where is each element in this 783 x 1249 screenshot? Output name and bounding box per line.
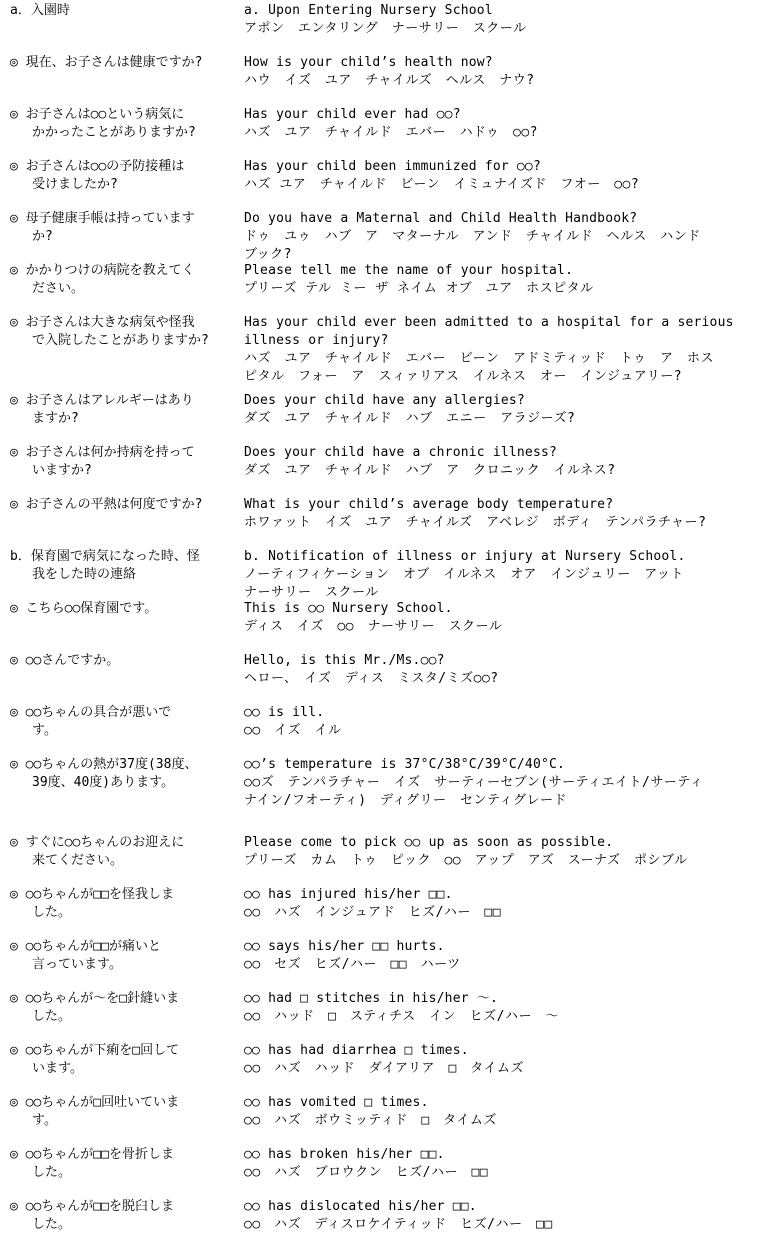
japanese-line: す。 <box>32 723 57 738</box>
japanese-phrase <box>10 1198 242 1234</box>
japanese-phrase <box>10 652 242 670</box>
japanese-phrase <box>10 262 242 298</box>
english-phrase <box>244 652 780 688</box>
english-phrase <box>244 834 780 870</box>
english-phrase <box>244 704 780 740</box>
english-line: ○○ had □ stitches in his/her ～. <box>244 991 498 1006</box>
katakana-reading: ○○ ハズ ハッド ダイアリア □ タイムズ <box>244 1061 525 1076</box>
japanese-line: ◎ ○○さんですか。 <box>10 653 120 668</box>
english-phrase <box>244 106 780 142</box>
japanese-line: 我をした時の連絡 <box>32 567 137 582</box>
katakana-reading: ダズ ユア チャイルド ハブ エニー アラジーズ? <box>244 411 576 426</box>
katakana-reading: ○○ ハズ ディスロケイティッド ヒズ/ハー □□ <box>244 1217 553 1232</box>
japanese-phrase <box>10 834 242 870</box>
katakana-reading: ブック? <box>244 247 292 262</box>
japanese-phrase <box>10 990 242 1026</box>
english-line: a. Upon Entering Nursery School <box>244 3 493 18</box>
japanese-line: ◎ ○○ちゃんが下痢を□回して <box>10 1043 180 1058</box>
japanese-line: した。 <box>32 1009 72 1024</box>
english-phrase <box>244 158 780 194</box>
katakana-reading: ディス イズ ○○ ナーサリー スクール <box>244 619 503 634</box>
japanese-phrase <box>10 938 242 974</box>
japanese-line: した。 <box>32 1217 72 1232</box>
katakana-reading: プリーズ カム トゥ ピック ○○ アップ アズ スーナズ ポシブル <box>244 853 688 868</box>
japanese-line: した。 <box>32 1165 72 1180</box>
japanese-line: いますか? <box>32 463 92 478</box>
japanese-phrase <box>10 392 242 428</box>
english-phrase <box>244 2 780 38</box>
japanese-phrase <box>10 210 242 246</box>
japanese-line: で入院したことがありますか? <box>32 333 209 348</box>
katakana-reading: ハズ ユア チャイルド エバー ビーン アドミティッド トゥ ア ホス <box>244 351 714 366</box>
english-line: Do you have a Maternal and Child Health Handbook? <box>244 211 638 226</box>
japanese-phrase <box>10 1146 242 1182</box>
english-phrase <box>244 1094 780 1130</box>
japanese-line: a．入園時 <box>10 3 70 18</box>
japanese-line: ◎ こちら○○保育園です。 <box>10 601 158 616</box>
katakana-reading: ハズ ユア チャイルド エバー ハドゥ ○○? <box>244 125 539 140</box>
english-line: ○○ has had diarrhea □ times. <box>244 1043 469 1058</box>
japanese-line: す。 <box>32 1113 57 1128</box>
japanese-line: ◎ 母子健康手帳は持っています <box>10 211 195 226</box>
english-line: ○○ has injured his/her □□. <box>244 887 453 902</box>
japanese-phrase <box>10 548 242 584</box>
english-line: ○○ has dislocated his/her □□. <box>244 1199 477 1214</box>
japanese-line: ◎ ○○ちゃんが□□を骨折しま <box>10 1147 174 1162</box>
english-phrase <box>244 444 780 480</box>
english-phrase <box>244 938 780 974</box>
katakana-reading: ○○ セズ ヒズ/ハー □□ ハーツ <box>244 957 461 972</box>
japanese-line: ますか? <box>32 411 79 426</box>
english-phrase <box>244 392 780 428</box>
katakana-reading: ハズ ユア チャイルド ビーン イミュナイズド フオー ○○? <box>244 177 640 192</box>
english-line: illness or injury? <box>244 333 389 348</box>
japanese-line: ◎ お子さんは○○という病気に <box>10 107 185 122</box>
japanese-line: ◎ ○○ちゃんの具合が悪いで <box>10 705 172 720</box>
japanese-line: か? <box>32 229 53 244</box>
japanese-line: ◎ かかりつけの病院を教えてく <box>10 263 195 278</box>
english-phrase <box>244 1198 780 1234</box>
japanese-line: ◎ ○○ちゃんが□□を怪我しま <box>10 887 174 902</box>
katakana-reading: ハウ イズ ユア チャイルズ ヘルス ナウ? <box>244 73 535 88</box>
japanese-line: ◎ お子さんは何か持病を持って <box>10 445 195 460</box>
english-line: This is ○○ Nursery School. <box>244 601 453 616</box>
japanese-line: ◎ ○○ちゃんが～を□針縫いま <box>10 991 180 1006</box>
english-line: ○○ has broken his/her □□. <box>244 1147 445 1162</box>
english-phrase <box>244 210 780 264</box>
japanese-line: 言っています。 <box>32 957 122 972</box>
japanese-phrase <box>10 496 242 514</box>
english-phrase <box>244 600 780 636</box>
english-phrase <box>244 1146 780 1182</box>
katakana-reading: ○○ ハズ ボウミッティド □ タイムズ <box>244 1113 497 1128</box>
japanese-line: ◎ ○○ちゃんの熱が37度(38度、 <box>10 757 198 772</box>
katakana-reading: ○○ ハッド □ スティチス イン ヒズ/ハー ～ <box>244 1009 559 1024</box>
japanese-phrase <box>10 106 242 142</box>
katakana-reading: ○○ ハズ ブロウクン ヒズ/ハー □□ <box>244 1165 489 1180</box>
japanese-phrase <box>10 314 242 350</box>
english-phrase <box>244 262 780 298</box>
english-line: Hello, is this Mr./Ms.○○? <box>244 653 445 668</box>
katakana-reading: ナイン/フオーティ) ディグリー センティグレード <box>244 793 567 808</box>
katakana-reading: ドゥ ユゥ ハブ ア マターナル アンド チャイルド ヘルス ハンド <box>244 229 701 244</box>
english-phrase <box>244 314 780 386</box>
english-phrase <box>244 548 780 602</box>
english-line: ○○ has vomited □ times. <box>244 1095 429 1110</box>
english-line: Does your child have any allergies? <box>244 393 525 408</box>
katakana-reading: ダズ ユア チャイルド ハブ ア クロニック イルネス? <box>244 463 616 478</box>
japanese-phrase <box>10 600 242 618</box>
english-phrase <box>244 54 780 90</box>
japanese-phrase <box>10 886 242 922</box>
english-line: ○○’s temperature is 37°C/38°C/39°C/40°C. <box>244 757 566 772</box>
english-line: What is your child’s average body temperature? <box>244 497 614 512</box>
japanese-phrase <box>10 2 242 20</box>
japanese-phrase <box>10 54 242 72</box>
katakana-reading: ナーサリー スクール <box>244 585 379 600</box>
english-line: Has your child ever been admitted to a hospital for a serious <box>244 315 734 330</box>
english-phrase <box>244 496 780 532</box>
english-line: Please tell me the name of your hospital. <box>244 263 574 278</box>
japanese-line: ださい。 <box>32 281 85 296</box>
japanese-line: 受けましたか? <box>32 177 118 192</box>
english-line: Does your child have a chronic illness? <box>244 445 558 460</box>
english-line: ○○ is ill. <box>244 705 325 720</box>
english-phrase <box>244 886 780 922</box>
japanese-phrase <box>10 704 242 740</box>
katakana-reading: ノーティフィケーション オブ イルネス オア インジュリー アット <box>244 567 684 582</box>
japanese-line: ◎ ○○ちゃんが□□が痛いと <box>10 939 161 954</box>
japanese-line: b．保育園で病気になった時、怪 <box>10 549 200 564</box>
katakana-reading: ○○ ハズ インジュアド ヒズ/ハー □□ <box>244 905 502 920</box>
katakana-reading: ホワァット イズ ユア チャイルズ アベレジ ボディ テンパラチャー? <box>244 515 707 530</box>
japanese-line: かかったことがありますか? <box>32 125 196 140</box>
japanese-line: ◎ お子さんは○○の予防接種は <box>10 159 185 174</box>
katakana-reading: ピタル フォー ア スィァリアス イルネス オー インジュアリー? <box>244 369 683 384</box>
japanese-line: います。 <box>32 1061 83 1076</box>
japanese-line: ◎ お子さんの平熱は何度ですか? <box>10 497 203 512</box>
japanese-phrase <box>10 1094 242 1130</box>
japanese-phrase <box>10 1042 242 1078</box>
english-phrase <box>244 990 780 1026</box>
japanese-line: ◎ すぐに○○ちゃんのお迎えに <box>10 835 185 850</box>
katakana-reading: アポン エンタリング ナーサリー スクール <box>244 21 527 36</box>
english-phrase <box>244 756 780 810</box>
japanese-phrase <box>10 444 242 480</box>
katakana-reading: ヘロー、 イズ ディス ミスタ/ミズ○○? <box>244 671 499 686</box>
japanese-line: 39度、40度)あります。 <box>32 775 175 790</box>
katakana-reading: ○○ イズ イル <box>244 723 342 738</box>
english-line: Please come to pick ○○ up as soon as possible. <box>244 835 614 850</box>
japanese-line: ◎ お子さんは大きな病気や怪我 <box>10 315 195 330</box>
japanese-line: した。 <box>32 905 72 920</box>
english-line: How is your child’s health now? <box>244 55 493 70</box>
japanese-line: ◎ お子さんはアレルギーはあり <box>10 393 194 408</box>
english-line: ○○ says his/her □□ hurts. <box>244 939 445 954</box>
japanese-line: ◎ 現在、お子さんは健康ですか? <box>10 55 203 70</box>
japanese-line: ◎ ○○ちゃんが□□を脱臼しま <box>10 1199 174 1214</box>
katakana-reading: プリーズ テル ミー ザ ネイム オブ ユア ホスピタル <box>244 281 594 296</box>
english-line: b. Notification of illness or injury at Nursery School. <box>244 549 686 564</box>
katakana-reading: ○○ズ テンパラチャー イズ サーティーセブン(サーティエイト/サーティ <box>244 775 704 790</box>
japanese-phrase <box>10 158 242 194</box>
japanese-line: ◎ ○○ちゃんが□回吐いていま <box>10 1095 180 1110</box>
japanese-phrase <box>10 756 242 792</box>
english-phrase <box>244 1042 780 1078</box>
japanese-line: 来てください。 <box>32 853 124 868</box>
english-line: Has your child ever had ○○? <box>244 107 461 122</box>
english-line: Has your child been immunized for ○○? <box>244 159 541 174</box>
